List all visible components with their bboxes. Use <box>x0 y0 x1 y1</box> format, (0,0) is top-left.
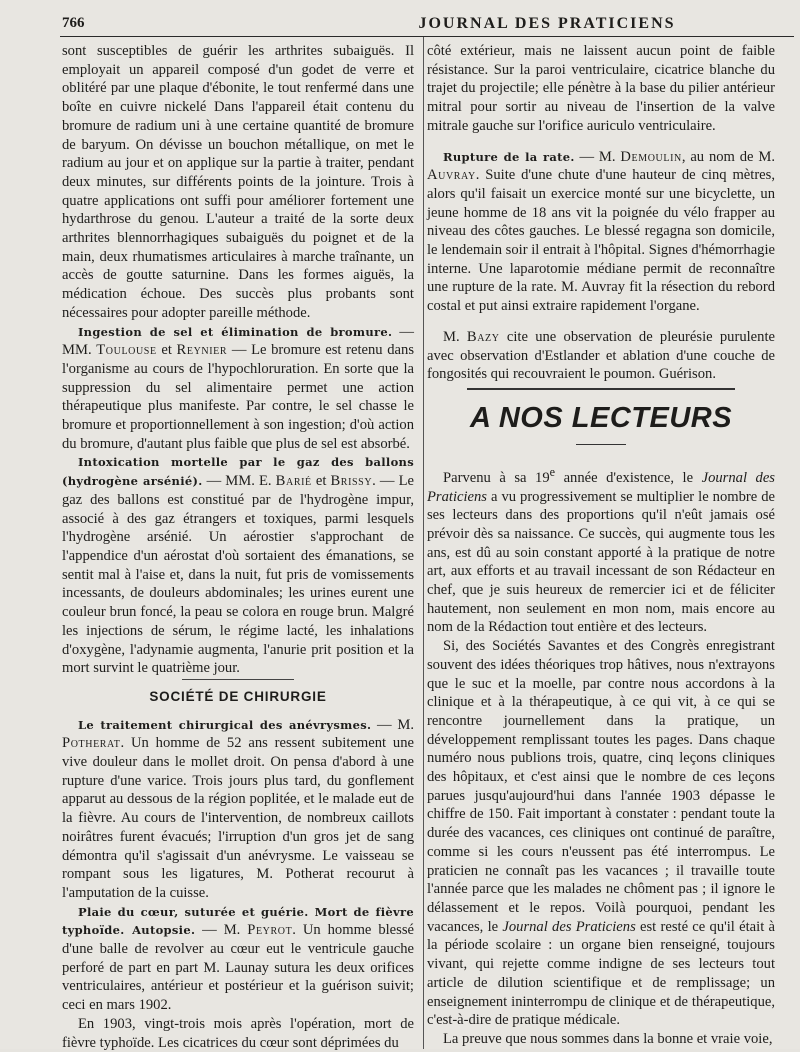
article-rupture-rate: Rupture de la rate. — M. Demoulin, au nom de M. Auvray. Suite d'une chute d'une hauteur de cinq mètres, alors qu'il faisait un exercice monté sur une bicyclette, un jeune homme de 18 ans vit la poignée du vélo frapper au niveau des côtes gauches. Le blessé regagna son domicile, le lendemain soir il entrait à l'hôpital. Signes d'hémorrhagie interne. Une laparotomie médiane permit de reconnaître une rupture de la rate. M. Auvray fit la résection du rebord costal et put ainsi extraire rapidement l'organe. <box>427 148 775 315</box>
paragraph: La preuve que nous sommes dans la bonne et vraie voie, <box>443 1030 773 1047</box>
author: Demoulin <box>620 148 682 165</box>
section-title: SOCIÉTÉ DE CHIRURGIE <box>62 688 414 707</box>
author: Potherat <box>62 735 121 752</box>
article-heading: Plaie du cœur, suturée et guérie. Mort de fièvre typhoïde. Autopsie. <box>62 904 414 938</box>
author: Bazy <box>466 328 500 345</box>
header-rule <box>60 36 794 37</box>
article-heading: Rupture de la rate. <box>443 149 575 164</box>
column-divider <box>423 37 424 1049</box>
left-column <box>62 42 414 1052</box>
author: Reynier <box>176 342 228 359</box>
paragraph: côté extérieur, mais ne laissent aucun point de faible résistance. Sur la paroi ventriculaire, cicatrice blanche du trajet du projectile; elle pénètre à la base du pilier antérieur mitral pour sortir au niveau de l'insertion de la valve mitrale gauche sur l'orifice auriculo ventriculaire. <box>427 43 775 134</box>
paragraph-bazy: M. Bazy cite une observation de pleurésie purulente avec observation d'Estlander et ablation d'une couche de fongosités qui recouvraient le poumon. Guérison. <box>427 328 775 383</box>
paragraph: Parvenu à sa 19e année d'existence, le Journal des Praticiens a vu progressivement se multiplier le nombre de ses lecteurs dans des proportions qu'il n'eût jamais osé prévoir dès sa naissance. Ce succès, qui augmente tous les ans, est dû au soin constant apporté à la pratique de notre art, aux efforts et au travail incessant de son Rédacteur en chef, que je suis heureux de remercier ici et de féliciter hautement, non seulement en mon nom, mais encore au nom de la Rédaction tout entière et des lecteurs. <box>427 464 775 636</box>
article-ingestion-sel: Ingestion de sel et élimination de bromure. — MM. Toulouse et Reynier — Le bromure est retenu dans l'organisme au cours de l'hypochloruration. En sorte que la suppression du sel alimentaire permet une action thérapeutique plus manifeste. Par contre, le sel chasse le bromure et proportionnellement à son ingestion; d'où action du bromure, d'autant plus faible que plus de sel est absorbé. <box>62 323 415 452</box>
paragraph: sont susceptibles de guérir les arthrites subaiguës. Il employait un appareil composé d'un godet de verre et oblitéré par une plaque d'ébonite, le tout renfermé dans une boîte en cuivre nickelé Dans l'appareil était contenu du bromure de radium uni à une certaine quantité de bromure de baryum. On dévisse un bouchon métallique, on met le radium au jour et on applique sur la partie à traiter, pendant deux minutes, sur différents points de la jointure. Trois à quatre applications ont suffi pour améliorer fortement une hydarthrose du genou. L'auteur a traité de la sorte deux arthrites blennorrhagiques subaiguës du poignet et de la main, deux rhumatismes articulaires à marche traînante, un accès de goutte saturnine. Dans les formes aiguës, la médication échoue. Des succès plus probants sont nécessaires pour adopter pareille méthode. <box>62 43 414 321</box>
notice-title: A NOS LECTEURS <box>427 400 775 436</box>
paragraph: Si, des Sociétés Savantes et des Congrès enregistrant souvent des idées théoriques trop hâtives, nous n'extrayons que le suc et la moelle, par contre nous accordons à la clinique et à la thérapeutique, à ce qui vit, à ce qui se rencontre journellement dans la pratique, un développement remplissant toutes les pages. Dans chaque numéro nous publions trois, quatre, cinq leçons cliniques des hôpitaux, et c'est ainsi que le nombre de ces leçons parues jusqu'aujourd'hui dans l'année 1903 dépasse le chiffre de 150. Fait important à constater : pendant toute la durée des vacances, ces cliniques ont continué de paraître, comme si les cours n'eussent pas été interrompus. Le praticien ne connaît pas les vacances ; il travaille toute l'année parce que les malades ne chôment pas ; il ignore le délassement et le repos. Voilà pourquoi, pendant les vacances, le Journal des Praticiens est resté ce qu'il était à la période scolaire : un organe bien renseigné, toujours vivant, qui rejette comme indigne de ses lecteurs tout article de dilution scientifique et de remplissage; un enseignement ininterrompu de clinique et de thérapeutique, c'est-à-dire de pratique médicale. <box>427 638 775 1029</box>
paragraph: En 1903, vingt-trois mois après l'opération, mort de fièvre typhoïde. Les cicatrices du cœur sont déprimées du <box>62 1015 414 1051</box>
author: Brissy <box>330 473 373 490</box>
page-header <box>62 12 792 36</box>
author: Auvray <box>427 167 476 184</box>
article-plaie-coeur: Plaie du cœur, suturée et guérie. Mort de fièvre typhoïde. Autopsie. — M. Peyrot. Un homme blessé d'une balle de revolver au cœur eut le ventricule gauche perforé de part en part M. Launay sutura les deux orifices ventriculaires, antérieur et postérieur et la guérison suivit; ceci en mars 1902. <box>62 904 414 1014</box>
title-divider <box>576 444 626 445</box>
journal-name: Journal des Praticiens <box>502 918 636 935</box>
article-heading: Ingestion de sel et élimination de bromure. <box>78 324 393 339</box>
journal-name: Journal des Praticiens <box>427 469 775 505</box>
author: Barié <box>275 473 312 490</box>
right-column <box>427 42 775 1049</box>
author: Toulouse <box>96 342 157 359</box>
article-heading: Le traitement chirurgical des anévrysmes. <box>78 717 372 732</box>
article-heading: Intoxication mortelle par le gaz des ballons (hydrogène arsénié). <box>62 455 414 489</box>
article-intoxication: Intoxication mortelle par le gaz des ballons (hydrogène arsénié). — MM. E. Barié et Brissy. — Le gaz des ballons est constitué par de l'hydrogène impur, associé à des gaz étrangers et toxiques, parmi lesquels l'hydrogène arsénié. Un aérostier s'approchant de l'appendice d'un aérostat d'où sortaient des émanations, se sentit mal à l'aise et, dans la nuit, fut pris de vomissements incessants, de douleurs abdominales; les urines eurent une couleur brun foncé, la peau se colora en rouge brun. Malgré les injections de sérum, le régime lacté, les inhalations d'oxygène, l'adynamie augmenta, l'anurie prit position et la mort survint le quatrième jour. <box>62 455 414 677</box>
page-number: 766 <box>62 15 85 31</box>
article-anevrysmes: Le traitement chirurgical des anévrysmes. — M. Potherat. Un homme de 52 ans ressent subitement une vive douleur dans le mollet droit. On pensa d'abord à une rupture d'une varice. Trois jours plus tard, du gonflement apparut au dessous de la région poplitée, et le malade eut de la fièvre. Au cours de l'intervention, de nombreux caillots noirâtres furent évacués; l'irruption d'un gros jet de sang démontra qu'il s'agissait d'un anévrysme. Le vaisseau se rompant sous les ligatures, M. Potherat recourut à l'amputation de la cuisse. <box>62 716 414 901</box>
journal-title: JOURNAL DES PRATICIENS <box>418 15 676 32</box>
author: Peyrot <box>247 922 293 939</box>
